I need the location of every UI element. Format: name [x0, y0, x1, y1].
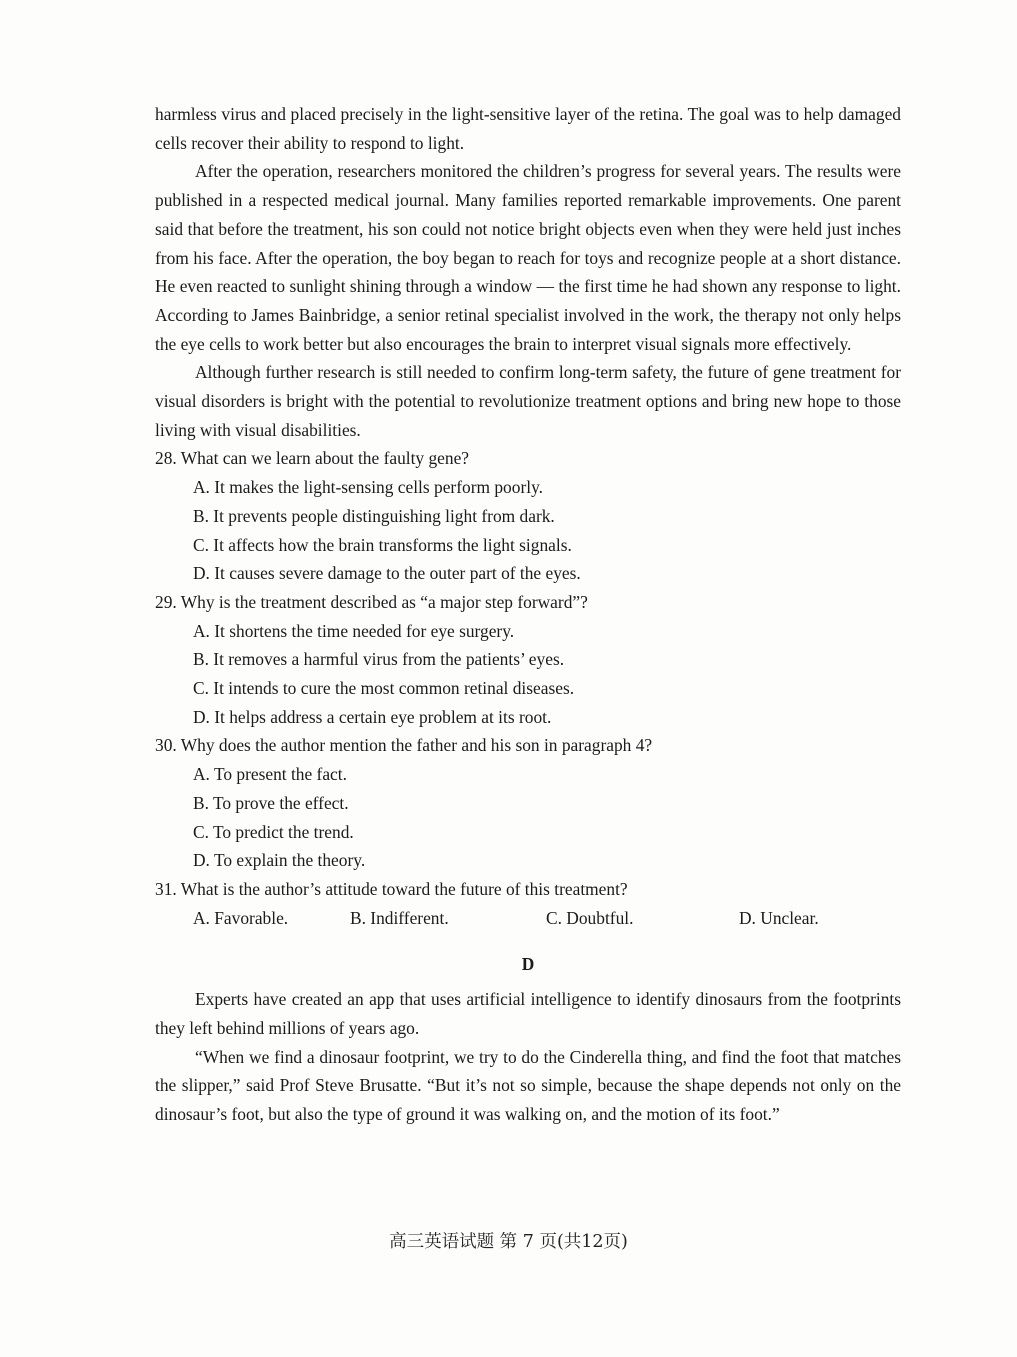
question-option: C. It affects how the brain transforms the light signals.: [193, 534, 572, 555]
question-option: B. It prevents people distinguishing light from dark.: [193, 505, 555, 526]
question-option: D. It causes severe damage to the outer part of the eyes.: [193, 563, 581, 584]
question-option: A. Favorable.: [193, 907, 289, 928]
page-body: [155, 100, 901, 1129]
question-option: A. It shortens the time needed for eye surgery.: [193, 620, 515, 641]
section-d-paragraph: Experts have created an app that uses artificial intelligence to identify dinosaurs from the footprints they left behind millions of years ago.: [155, 989, 901, 1038]
question-option: A. To present the fact.: [193, 764, 347, 785]
question-28: [155, 444, 901, 588]
passage-c-paragraph: After the operation, researchers monitored the children’s progress for several years. The results were published in a respected medical journal. Many families reported remarkable improvements. One parent said that before the treatment, his son could not notice bright objects even when they were held just inches from his face. After the operation, the boy began to reach for toys and recognize people at a short distance. He even reacted to sunlight shining through a window — the first time he had shown any response to light. According to James Bainbridge, a senior retinal specialist involved in the work, the therapy not only helps the eye cells to work better but also encourages the brain to interpret visual signals more effectively.: [155, 161, 901, 354]
passage-c-paragraph: Although further research is still needed to confirm long-term safety, the future of gene treatment for visual disorders is bright with the potential to revolutionize treatment options and bring new hope to those living with visual disabilities.: [155, 362, 901, 440]
question-option: B. It removes a harmful virus from the patients’ eyes.: [193, 649, 565, 670]
passage-c-paragraph: harmless virus and placed precisely in the light-sensitive layer of the retina. The goal was to help damaged cells recover their ability to respond to light.: [155, 104, 901, 153]
question-option: D. It helps address a certain eye problem at its root.: [193, 706, 552, 727]
question-30: [155, 731, 901, 875]
question-stem: 30. Why does the author mention the father and his son in paragraph 4?: [155, 735, 653, 756]
question-options-row: [155, 904, 901, 933]
question-stem: 29. Why is the treatment described as “a major step forward”?: [155, 591, 588, 612]
question-stem: 31. What is the author’s attitude toward the future of this treatment?: [155, 878, 628, 899]
question-option: B. Indifferent.: [350, 907, 449, 928]
question-stem: 28. What can we learn about the faulty gene?: [155, 448, 470, 469]
question-option: D. Unclear.: [739, 907, 819, 928]
question-option: C. Doubtful.: [546, 907, 634, 928]
question-option: C. To predict the trend.: [193, 821, 354, 842]
question-29: [155, 588, 901, 732]
section-d-title: D: [521, 954, 535, 975]
section-d-paragraph: “When we find a dinosaur footprint, we try to do the Cinderella thing, and find the foot that matches the slipper,” said Prof Steve Brusatte. “But it’s not so simple, because the shape depends not only on the dinosaur’s foot, but also the type of ground it was walking on, and the motion of its foot.”: [155, 1046, 901, 1124]
question-option: A. It makes the light-sensing cells perform poorly.: [193, 477, 543, 498]
question-option: C. It intends to cure the most common retinal diseases.: [193, 678, 575, 699]
question-31: [155, 875, 901, 932]
question-option: D. To explain the theory.: [193, 850, 366, 871]
page-footer: 高三英语试题 第 7 页(共12页): [389, 1232, 628, 1252]
question-option: B. To prove the effect.: [193, 792, 349, 813]
